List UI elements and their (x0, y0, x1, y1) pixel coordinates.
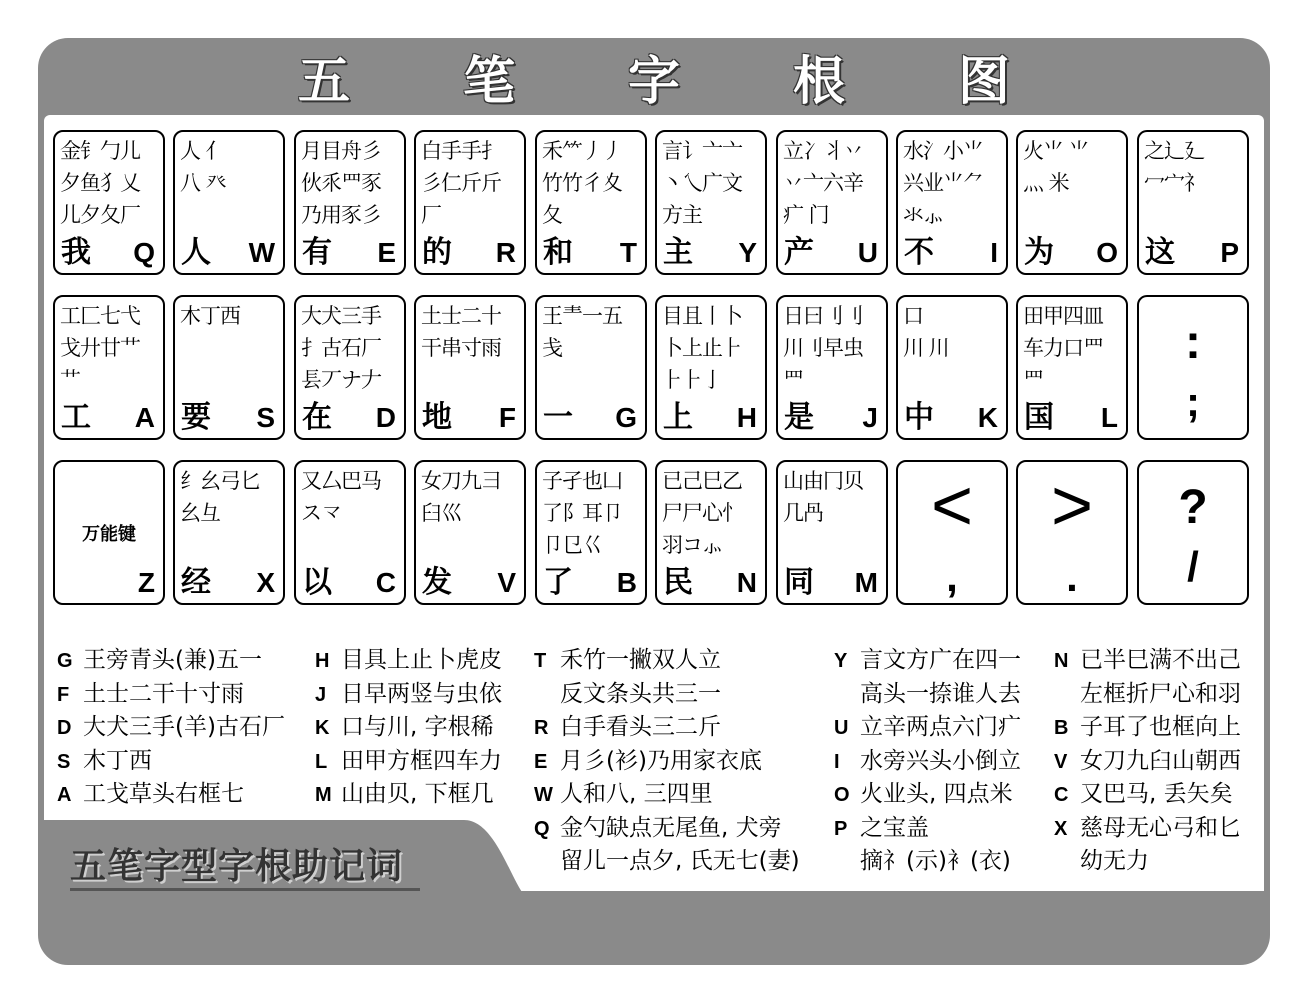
mnemonic-key-letter: P (834, 817, 848, 840)
mnemonic-text: 田甲方框四车力 (341, 747, 502, 774)
key-radicals-line: 夕鱼犭乂 (60, 171, 140, 195)
key-radicals-line: 人 亻 (180, 139, 226, 163)
mnemonic-text: 口与川, 字根稀 (341, 714, 494, 740)
key-letter: X (256, 567, 275, 598)
key-radicals-line: 卩㔾巜 (542, 533, 602, 557)
mnemonic-key-letter: W (534, 784, 553, 806)
key-radicals-line: 已己巳乙 (662, 469, 742, 493)
mnemonic-text: 女刀九臼山朝西 (1080, 747, 1241, 774)
key-radicals-line: 竹竹彳夊 (542, 171, 622, 195)
mnemonic-key-letter: U (834, 717, 849, 739)
mnemonic-key-letter: H (315, 650, 330, 672)
title-char: 根 (792, 50, 845, 112)
key-letter: V (497, 567, 516, 598)
mnemonic-line (834, 645, 1021, 676)
mnemonic-text: 王旁青头(兼)五一 (83, 647, 262, 673)
key-radicals-line: 王龶一五 (542, 304, 622, 328)
key-representative-char: 和 (543, 235, 573, 270)
mnemonic-text: 幼无力 (1080, 848, 1149, 874)
mnemonic-text: 月彡(衫)乃用家衣底 (560, 747, 762, 774)
key-radicals-line: 之辶廴 (1144, 139, 1204, 163)
mnemonic-line (315, 645, 502, 676)
mnemonic-text: 之宝盖 (860, 814, 929, 841)
key-symbol-2-8[interactable] (1016, 460, 1128, 605)
key-radicals-line: 禾⺮丿丿 (542, 139, 622, 163)
mnemonic-key-letter: Q (534, 817, 550, 840)
key-h[interactable] (655, 295, 767, 440)
key-radicals-line: 又厶巴马 (301, 469, 381, 493)
key-representative-char: 为 (1024, 235, 1054, 270)
key-radicals-line: 戈廾廿艹 (60, 336, 140, 360)
mnemonic-text: 左框折尸心和羽 (1080, 680, 1241, 707)
key-radicals-line: 氺⺗ (903, 203, 943, 227)
key-symbol-shifted: : (1185, 316, 1201, 369)
key-radicals-line: 灬 米 (1023, 171, 1069, 195)
mnemonic-text: 日早两竖与虫依 (341, 680, 502, 707)
key-letter: J (862, 402, 878, 433)
key-letter: O (1096, 237, 1118, 268)
wildcard-key-label: 万能键 (82, 524, 136, 545)
key-x[interactable] (173, 460, 285, 605)
key-letter: L (1100, 402, 1118, 433)
key-radicals-line: 罒 (1023, 368, 1043, 392)
key-representative-char: 发 (422, 565, 452, 600)
mnemonic-key-letter: C (1054, 784, 1069, 806)
mnemonic-line (534, 813, 782, 844)
key-letter: E (377, 237, 396, 268)
mnemonic-text: 人和八, 三四里 (560, 781, 713, 807)
key-radicals-line: 工匚七弋 (60, 304, 140, 328)
key-radicals-line: 卜上止⺊ (662, 336, 742, 360)
key-representative-char: 人 (181, 235, 211, 270)
mnemonic-line (834, 712, 1021, 743)
key-radicals-line: 厂 (421, 203, 441, 227)
mnemonic-line (534, 712, 721, 743)
title-char: 笔 (462, 50, 515, 112)
key-representative-char: 有 (302, 235, 332, 270)
key-letter: R (495, 237, 516, 268)
key-representative-char: 不 (904, 235, 934, 270)
mnemonic-text: 反文条头共三一 (560, 680, 721, 707)
mnemonic-key-letter: N (1054, 650, 1069, 672)
key-radicals-line: 扌古石厂 (301, 336, 381, 360)
key-radicals-line: 方主 (662, 203, 702, 227)
key-symbol-2-9[interactable] (1137, 460, 1249, 605)
mnemonic-line (534, 746, 762, 777)
key-radicals-line: 冖宀礻 (1144, 171, 1204, 195)
mnemonic-text: 禾竹一撇双人立 (560, 647, 721, 673)
key-radicals-line: ス龴 (301, 501, 341, 525)
key-d[interactable] (294, 295, 406, 440)
mnemonic-line (1054, 645, 1241, 676)
mnemonic-text: 白手看头三二斤 (560, 714, 721, 740)
mnemonic-line (57, 645, 262, 676)
key-radicals-line: 立冫丬丷 (783, 139, 863, 163)
title-char: 图 (957, 50, 1010, 112)
mnemonic-text: 言文方广在四一 (860, 647, 1021, 673)
key-radicals-line: 土士二十 (421, 304, 501, 328)
key-radicals-line: 女刀九彐 (421, 469, 501, 493)
key-radicals-line: 口 (903, 304, 923, 328)
key-representative-char: 这 (1145, 235, 1175, 270)
key-radicals-line: 月目舟彡 (301, 139, 381, 163)
key-radicals-line: 水氵小⺌ (903, 139, 983, 163)
mnemonic-text: 摘礻(示)衤(衣) (860, 848, 1011, 874)
mnemonic-key-letter: J (315, 683, 327, 706)
mnemonic-key-letter: X (1054, 817, 1068, 840)
key-radicals-line: 镸丆ナ𠂇 (301, 368, 381, 392)
mnemonic-key-letter: B (1054, 717, 1069, 739)
key-symbol-1-9[interactable] (1137, 295, 1249, 440)
mnemonic-line (315, 679, 502, 710)
mnemonic-key-letter: F (57, 683, 70, 706)
key-symbol: / (1187, 543, 1199, 590)
mnemonic-line (57, 712, 285, 743)
key-l[interactable] (1016, 295, 1128, 440)
key-letter: B (616, 567, 637, 598)
key-representative-char: 了 (543, 565, 573, 600)
key-a[interactable] (53, 295, 165, 440)
key-letter: M (854, 567, 878, 598)
key-radicals-line: 木丁西 (180, 304, 240, 328)
key-radicals-line: 干串寸雨 (421, 336, 501, 360)
key-symbol-2-7[interactable] (896, 460, 1008, 605)
mnemonic-text: 土士二干十寸雨 (83, 680, 244, 707)
mnemonic-text: 金勺缺点无尾鱼, 犬旁 (560, 814, 782, 841)
key-b[interactable] (535, 460, 647, 605)
key-i[interactable] (896, 130, 1008, 275)
mnemonic-key-letter: T (534, 650, 547, 672)
mnemonic-line (1054, 779, 1233, 810)
key-e[interactable] (294, 130, 406, 275)
key-representative-char: 以 (302, 565, 332, 600)
mnemonic-text: 高头一捺谁人去 (860, 680, 1021, 707)
key-radicals-line: 疒 门 (783, 203, 829, 227)
key-radicals-line: 尸尸心忄 (662, 501, 742, 525)
key-letter: C (375, 567, 396, 598)
mnemonic-text: 山由贝, 下框几 (341, 781, 494, 807)
key-j[interactable] (776, 295, 888, 440)
key-radicals-line: 言讠亠亠 (662, 139, 742, 163)
mnemonic-line (534, 679, 721, 709)
key-radicals-line: 彡仁斤斤 (421, 171, 501, 195)
key-representative-char: 同 (784, 565, 814, 600)
mnemonic-key-letter: V (1054, 750, 1068, 773)
key-representative-char: 上 (663, 400, 693, 435)
mnemonic-line (834, 679, 1021, 709)
key-symbol: ; (1186, 378, 1200, 425)
key-letter: H (736, 402, 757, 433)
key-radicals-line: 田甲四皿 (1023, 304, 1103, 328)
key-radicals-line: 目且丨卜 (662, 304, 742, 328)
key-representative-char: 国 (1024, 400, 1054, 435)
key-radicals-line: 火⺌ ⺌ (1023, 139, 1089, 163)
key-letter: W (248, 237, 275, 268)
title-char: 五 (297, 50, 350, 112)
key-radicals-line: 川刂早虫 (783, 336, 863, 360)
mnemonic-text: 木丁西 (83, 747, 152, 774)
mnemonic-key-letter: R (534, 717, 549, 739)
key-representative-char: 在 (302, 400, 332, 435)
key-representative-char: 是 (784, 400, 814, 435)
mnemonic-text: 又巴马, 丢矢矣 (1080, 781, 1233, 807)
key-representative-char: 经 (181, 565, 211, 600)
key-m[interactable] (776, 460, 888, 605)
mnemonic-line (315, 746, 502, 777)
mnemonic-line (534, 645, 721, 676)
key-radicals-line: 臼巛 (421, 501, 461, 525)
key-k[interactable] (896, 295, 1008, 440)
key-letter: Q (133, 237, 155, 268)
key-radicals-line: 丷亠六辛 (783, 171, 863, 195)
title-char: 字 (627, 50, 680, 112)
key-radicals-line: 纟幺弓匕 (180, 469, 260, 493)
key-radicals-line: 川 川 (903, 336, 949, 360)
mnemonic-line (57, 779, 244, 810)
key-representative-char: 工 (61, 400, 91, 435)
mnemonic-text: 工戈草头右框七 (83, 781, 244, 807)
mnemonic-line (834, 779, 1013, 810)
mnemonic-line (1054, 679, 1241, 709)
key-radicals-line: 乃用豕彡 (301, 203, 381, 227)
key-letter: D (375, 402, 396, 433)
mnemonic-line (315, 712, 494, 743)
key-letter: A (134, 402, 155, 433)
key-radicals-line: 丶乀广文 (662, 171, 742, 195)
mnemonic-line (57, 679, 244, 710)
key-symbol-shifted: > (1050, 466, 1094, 546)
key-symbol: , (946, 553, 958, 600)
key-letter: Y (738, 237, 757, 268)
mnemonic-text: 大犬三手(羊)古石厂 (83, 714, 285, 740)
key-representative-char: 要 (181, 400, 211, 435)
mnemonic-line (834, 746, 1021, 777)
key-radicals-line: 八 癶 (180, 171, 226, 195)
key-letter: P (1220, 237, 1239, 268)
key-letter: K (977, 402, 998, 433)
mnemonic-key-letter: K (315, 717, 330, 739)
key-q[interactable] (53, 130, 165, 275)
mnemonic-text: 子耳了也框向上 (1080, 714, 1241, 740)
key-radicals-line: 山由冂贝 (783, 469, 863, 493)
key-radicals-line: 伙乑罒豕 (301, 171, 381, 195)
key-radicals-line: 兴业⺌⺈ (903, 171, 983, 195)
key-representative-char: 主 (663, 235, 693, 270)
key-symbol-shifted: ? (1178, 481, 1208, 534)
mnemonic-line (1054, 846, 1149, 876)
key-representative-char: 的 (422, 235, 452, 270)
key-letter: F (498, 402, 516, 433)
mnemonic-line (57, 746, 152, 777)
key-representative-char: 民 (663, 565, 693, 600)
mnemonic-line (1054, 813, 1241, 844)
key-radicals-line: 白手手扌 (421, 139, 501, 163)
key-representative-char: 中 (904, 400, 934, 435)
key-letter: N (736, 567, 757, 598)
mnemonic-line (834, 813, 929, 844)
key-letter: Z (137, 567, 155, 598)
key-f[interactable] (414, 295, 526, 440)
key-radicals-line: 了阝耳卩 (542, 501, 622, 525)
mnemonic-key-letter: I (834, 750, 840, 773)
mnemonic-text: 水旁兴头小倒立 (860, 747, 1021, 774)
mnemonic-text: 慈母无心弓和匕 (1080, 814, 1241, 841)
key-radicals-line: 夂 (542, 203, 562, 227)
key-v[interactable] (414, 460, 526, 605)
legend-underline (70, 888, 420, 891)
key-representative-char: 地 (422, 400, 452, 435)
mnemonic-key-letter: E (534, 750, 548, 773)
page-title (38, 40, 1270, 112)
key-s[interactable] (173, 295, 285, 440)
mnemonic-line (315, 779, 494, 810)
key-letter: G (615, 402, 637, 433)
mnemonic-line (534, 846, 800, 876)
key-p[interactable] (1137, 130, 1249, 275)
key-r[interactable] (414, 130, 526, 275)
key-w[interactable] (173, 130, 285, 275)
mnemonic-key-letter: A (57, 784, 72, 806)
key-t[interactable] (535, 130, 647, 275)
key-radicals-line: 子孑也凵 (542, 469, 622, 493)
key-letter: T (619, 237, 637, 268)
key-representative-char: 我 (61, 235, 91, 270)
mnemonic-text: 目具上止卜虎皮 (341, 647, 502, 673)
mnemonic-text: 火业头, 四点米 (860, 781, 1013, 807)
key-c[interactable] (294, 460, 406, 605)
key-radicals-line: 戋 (542, 336, 562, 360)
mnemonic-line (1054, 712, 1241, 743)
key-z[interactable] (53, 460, 165, 605)
key-letter: S (256, 402, 275, 433)
legend-title: 五笔字型字根助记词 (70, 846, 404, 887)
mnemonic-key-letter: Y (834, 650, 848, 672)
key-u[interactable] (776, 130, 888, 275)
key-n[interactable] (655, 460, 767, 605)
key-letter: I (990, 237, 998, 268)
key-radicals-line: 车力口罒 (1023, 336, 1103, 360)
key-radicals-line: 儿夕夂厂 (60, 203, 140, 227)
mnemonic-line (834, 846, 1011, 876)
key-radicals-line: 几冎 (783, 501, 823, 525)
mnemonic-text: 已半巳满不出己 (1080, 647, 1241, 673)
key-symbol: . (1066, 553, 1078, 600)
key-representative-char: 一 (543, 400, 573, 435)
key-radicals-line: 幺彑 (180, 501, 220, 525)
mnemonic-line (1054, 746, 1241, 777)
key-radicals-line: 艹 (60, 368, 80, 392)
key-radicals-line: 羽コ⺗ (662, 533, 722, 557)
mnemonic-key-letter: L (315, 750, 328, 773)
mnemonic-key-letter: O (834, 784, 850, 806)
key-symbol-shifted: < (930, 466, 974, 546)
key-radicals-line: 大犬三手 (301, 304, 381, 328)
key-radicals-line: 日曰刂刂 (783, 304, 863, 328)
key-g[interactable] (535, 295, 647, 440)
key-o[interactable] (1016, 130, 1128, 275)
mnemonic-line (534, 779, 713, 810)
mnemonic-text: 留儿一点夕, 氏无七(妻) (560, 848, 800, 874)
mnemonic-key-letter: G (57, 650, 73, 672)
mnemonic-key-letter: D (57, 717, 72, 739)
key-y[interactable] (655, 130, 767, 275)
mnemonic-text: 立辛两点六门疒 (860, 714, 1021, 740)
key-letter: U (857, 237, 878, 268)
key-representative-char: 产 (784, 235, 814, 270)
key-radicals-line: ⺊⺊亅 (662, 368, 722, 392)
key-radicals-line: 罒 (783, 368, 803, 392)
key-radicals-line: 金钅勹儿 (60, 139, 140, 163)
mnemonic-key-letter: S (57, 750, 71, 773)
mnemonic-key-letter: M (315, 784, 332, 806)
